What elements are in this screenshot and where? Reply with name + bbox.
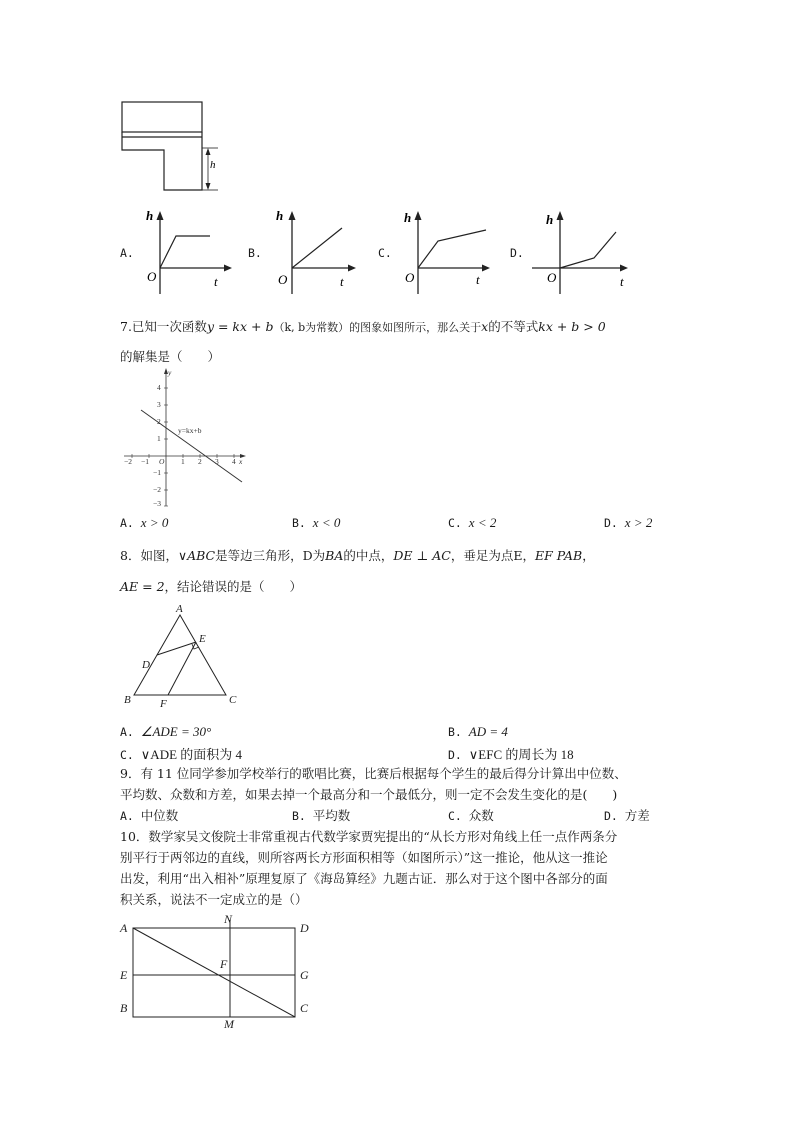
q6-a-o: O (147, 269, 157, 284)
point-m: M (224, 1017, 234, 1031)
q7-y-tick: −1 (153, 468, 161, 477)
q6-option-b-letter: B. (248, 246, 262, 260)
point-b: B (120, 1001, 128, 1015)
q7-x-tick: 3 (215, 457, 219, 466)
q7-y-tick: 3 (157, 400, 161, 409)
q7-stem-line1: 7.已知一次函数y = kx + b（k, b为常数）的图象如图所示，那么关于x的不等式kx + b > 0 (120, 319, 606, 334)
q8-option-d[interactable]: D. ∨EFC 的周长为 18 (448, 747, 574, 762)
q7-x-tick: 2 (198, 457, 202, 466)
q8-option-a[interactable]: A. ∠ADE = 30° (120, 724, 212, 739)
q9-option-a[interactable]: A. 中位数 (120, 808, 179, 823)
q6-b-t: t (340, 274, 344, 289)
q6-option-d-letter: D. (510, 246, 524, 260)
q6-c-h: h (404, 210, 412, 225)
q7-option-b[interactable]: B. x < 0 (292, 515, 341, 530)
point-n: N (224, 912, 233, 926)
q6-curve-d (560, 232, 616, 268)
q6-curve-c (418, 230, 486, 268)
height-arrow-head-top (206, 148, 211, 155)
q10-stem-line4: 积关系，说法不一定成立的是（） (120, 892, 308, 907)
q9-stem-line2: 平均数、众数和方差，如果去掉一个最高分和一个最低分，则一定不会发生变化的是( ) (120, 787, 618, 802)
q9-option-b[interactable]: B. 平均数 (292, 808, 351, 823)
q7-line-label: y=kx+b (178, 426, 202, 435)
point-f: F (220, 957, 228, 971)
q7-x-tick: 1 (181, 457, 185, 466)
q7-graph (120, 368, 250, 508)
q9-stem-line1: 9．有 11 位同学参加学校举行的歌唱比赛，比赛后根据每个学生的最后得分计算出中位数、 (120, 766, 627, 781)
q7-y-tick: −3 (153, 499, 161, 508)
q7-option-d[interactable]: D. x > 2 (604, 515, 653, 530)
q10-stem-line2: 别平行于两邻边的直线，则所容两长方形面积相等（如图所示）”这一推论，他从这一推论 (120, 850, 608, 865)
point-f: F (160, 698, 167, 710)
q6-graph-b (268, 206, 363, 296)
q8-stem-line2: AE = 2，结论错误的是（ ） (120, 579, 303, 594)
q6-a-h: h (146, 208, 154, 223)
q9-option-d[interactable]: D. 方差 (604, 808, 650, 823)
q6-d-o: O (547, 270, 557, 285)
point-c: C (229, 694, 237, 706)
point-d: D (142, 659, 150, 671)
q6-option-c-letter: C. (378, 246, 392, 260)
q6-graph-d (528, 206, 638, 296)
point-a: A (176, 603, 183, 615)
triangle-abc (134, 615, 226, 695)
vessel-figure (118, 100, 228, 195)
q6-c-o: O (405, 270, 415, 285)
q7-x-tick: −1 (141, 457, 149, 466)
q6-d-h: h (546, 212, 554, 227)
height-arrow-head-bottom (206, 183, 211, 190)
q6-a-t: t (214, 274, 218, 289)
q6-graph-a (140, 206, 235, 296)
point-g: G (300, 968, 309, 982)
q6-graph-c (396, 206, 496, 296)
q10-stem-line3: 出发，利用“出入相补”原理复原了《海岛算经》九题古证．那么对于这个图中各部分的面 (120, 871, 608, 886)
q7-y-tick: −2 (153, 485, 161, 494)
q9-option-c[interactable]: C. 众数 (448, 808, 494, 823)
point-e: E (199, 633, 206, 645)
q7-y-tick: 4 (157, 383, 161, 392)
q6-c-t: t (476, 272, 480, 287)
q7-axis-x: x (239, 457, 243, 466)
diagonal-ac (133, 928, 295, 1017)
q7-origin: O (159, 457, 165, 466)
q7-axis-y: y (168, 368, 172, 377)
q7-y-tick: 1 (157, 434, 161, 443)
point-e: E (120, 968, 128, 982)
q6-b-h: h (276, 208, 284, 223)
q7-option-c[interactable]: C. x < 2 (448, 515, 497, 530)
point-b: B (124, 694, 131, 706)
vessel-h-label: h (210, 159, 216, 171)
q6-option-a-letter: A. (120, 246, 134, 260)
q8-stem-line1: 8．如图，∨ABC是等边三角形，D为BA的中点，DE ⊥ AC，垂足为点E，EF PAB， (120, 548, 595, 563)
q6-b-o: O (278, 272, 288, 287)
q7-option-a[interactable]: A. x > 0 (120, 515, 169, 530)
q6-curve-a (160, 236, 210, 268)
q6-curve-b (292, 228, 342, 268)
point-c: C (300, 1001, 309, 1015)
vessel-outline (122, 132, 202, 190)
q7-x-tick: −2 (124, 457, 132, 466)
point-d: D (300, 921, 309, 935)
q6-d-t: t (620, 274, 624, 289)
q10-rectangle-figure (118, 910, 318, 1031)
q7-x-tick: 4 (232, 457, 236, 466)
q7-y-tick: 2 (157, 417, 161, 426)
q8-option-c[interactable]: C. ∨ADE 的面积为 4 (120, 747, 243, 762)
q10-stem-line1: 10．数学家吴文俊院士非常重视古代数学家贾宪提出的“从长方形对角线上任一点作两条分 (120, 829, 618, 844)
vessel-top-section (122, 102, 202, 132)
q7-stem-line2: 的解集是（ ） (120, 349, 221, 364)
q8-triangle-figure (120, 603, 250, 713)
point-a: A (120, 921, 128, 935)
q8-option-b[interactable]: B. AD = 4 (448, 724, 508, 739)
